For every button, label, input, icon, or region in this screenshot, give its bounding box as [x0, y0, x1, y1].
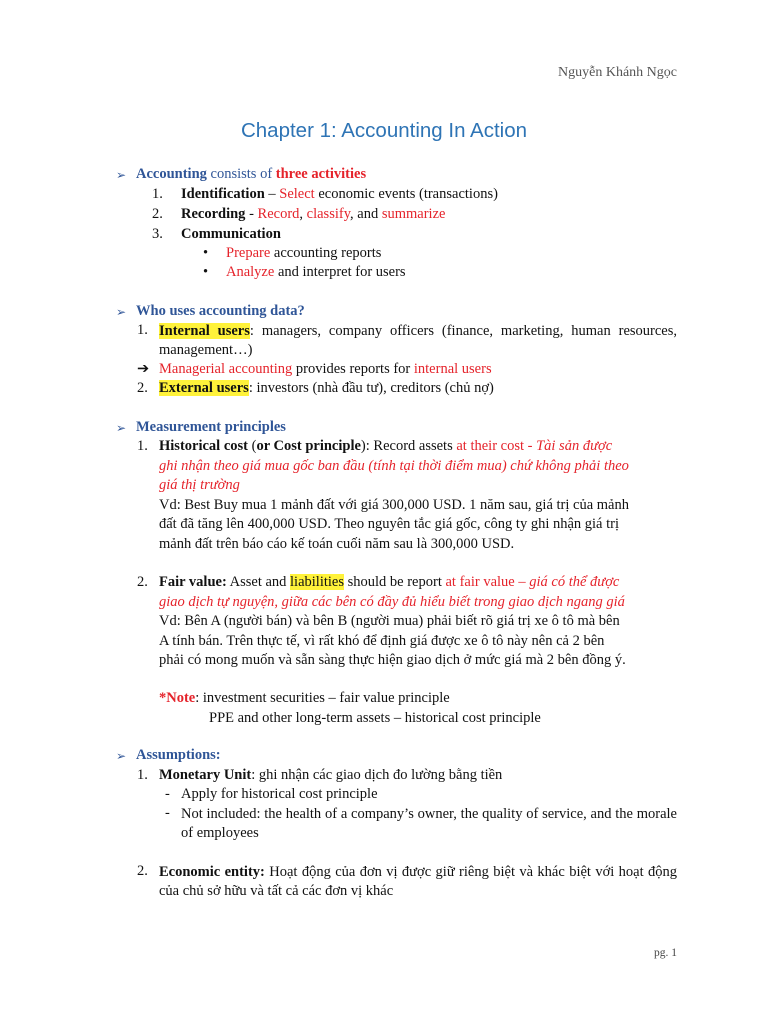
- principle-label: Historical cost: [159, 438, 248, 454]
- activity-item: [152, 186, 163, 203]
- highlight-red: at their cost -: [456, 438, 533, 454]
- example-text: Vd: Best Buy mua 1 mảnh đất với giá 300,000 USD. 1 năm sau, giá trị của mảnh: [159, 497, 629, 513]
- item-number: 2.: [152, 206, 163, 222]
- bullet-mark: •: [203, 264, 209, 280]
- separator: –: [264, 186, 280, 202]
- arrow-bullet-icon: ➢: [116, 305, 127, 319]
- fair-value-line: [159, 574, 619, 591]
- vietnamese-explanation: giá có thể được: [529, 574, 620, 590]
- dash-mark: -: [165, 786, 170, 802]
- line-text: : ghi nhận các giao dịch đo lường bằng tiền: [251, 767, 503, 783]
- external-users-item: [159, 380, 494, 397]
- bullet-text: and interpret for users: [274, 264, 406, 280]
- arrow-bullet-icon: ➢: [116, 168, 127, 182]
- dash-item-text: Not included: the health of a company’s owner, the quality of service, and the morale of employees: [181, 806, 677, 842]
- arrow-bullet-icon: ➢: [116, 749, 127, 763]
- line-text: (: [248, 438, 257, 454]
- chapter-title: Chapter 1: Accounting In Action: [240, 119, 528, 142]
- note-line: [159, 690, 450, 707]
- principle-label: or Cost principle: [256, 438, 361, 454]
- separator: –: [514, 574, 530, 590]
- bullet-mark: •: [203, 245, 209, 261]
- separator: -: [245, 206, 258, 222]
- bullet-analyze: [226, 264, 406, 281]
- line-text: should be report: [344, 574, 446, 590]
- internal-users-item: [159, 322, 677, 360]
- item-number: 3.: [152, 226, 163, 242]
- arrow-bullet-icon: ➢: [116, 421, 127, 435]
- example-text: phải có mong muốn và sẵn sàng thực hiện giao dịch ở mức giá mà 2 bên đồng ý.: [159, 652, 626, 668]
- three-activities-text: three activities: [275, 166, 367, 182]
- highlight-red: Managerial accounting: [159, 361, 293, 377]
- economic-entity-item: [159, 863, 677, 901]
- assumption-label: Economic entity:: [159, 864, 265, 880]
- highlight-red: Select: [279, 186, 315, 202]
- internal-users-text: : managers, company officers (finance, marketing, human resources, management…): [159, 323, 677, 359]
- highlight-red: Prepare: [226, 245, 271, 261]
- item-number: 1.: [137, 767, 148, 783]
- item-number: 2.: [137, 863, 148, 879]
- highlight-red: summarize: [381, 206, 446, 222]
- activity-item: [152, 226, 163, 243]
- vietnamese-explanation: giao dịch tự nguyện, giữa các bên có đầy đủ hiểu biết trong giao dịch ngang giá: [159, 594, 625, 610]
- item-number: 1.: [152, 186, 163, 202]
- item-number: 2.: [137, 574, 148, 590]
- highlight-red: Analyze: [226, 264, 275, 280]
- section-measurement-heading: Measurement principles: [136, 419, 286, 435]
- principle-label: Fair value:: [159, 574, 227, 590]
- activity-item: [152, 206, 163, 223]
- item-label: Recording: [181, 206, 246, 222]
- item-number: 1.: [137, 322, 148, 338]
- highlight-red: internal users: [413, 361, 492, 377]
- bullet-prepare: [226, 245, 381, 262]
- activity-recording: [181, 206, 445, 223]
- example-text: A tính bán. Trên thực tế, vì rất khó để định giá được xe ô tô này nên cả 2 bên: [159, 633, 605, 649]
- section-accounting-heading: [136, 166, 366, 183]
- managerial-accounting-line: [159, 361, 492, 378]
- vietnamese-explanation: Tài sản được: [532, 438, 613, 454]
- separator: ,: [299, 206, 307, 222]
- assumption-label: Monetary Unit: [159, 767, 252, 783]
- dash-item-text: Apply for historical cost principle: [181, 786, 378, 802]
- item-label: Communication: [181, 226, 281, 242]
- external-users-label: External users: [159, 380, 249, 396]
- activity-communication: [181, 226, 281, 243]
- example-text: mảnh đất trên báo cáo kế toán cuối năm sau là 300,000 USD.: [159, 536, 515, 552]
- section-assumptions-heading: Assumptions:: [136, 747, 221, 763]
- separator: , and: [350, 206, 382, 222]
- note-label: *Note: [159, 690, 196, 706]
- example-text: đất đã tăng lên 400,000 USD. Theo nguyên tắc giá gốc, công ty ghi nhận giá trị: [159, 516, 620, 532]
- internal-users-label: Internal users: [159, 323, 250, 339]
- page-number: pg. 1: [654, 947, 677, 959]
- accounting-term: Accounting: [136, 166, 207, 182]
- highlight-red: classify: [306, 206, 351, 222]
- activity-identification: [181, 186, 498, 203]
- line-text: Hoạt động của đơn vị được giữ riêng biệt và khác biệt với hoạt động của chủ sở hữu và tất cả các đơn vị khác: [159, 864, 677, 900]
- note-text: PPE and other long-term assets – historical cost principle: [209, 710, 541, 726]
- bullet-text: accounting reports: [270, 245, 382, 261]
- note-text: : investment securities – fair value principle: [195, 690, 450, 706]
- historical-cost-line: [159, 438, 612, 455]
- line-text: Asset and: [226, 574, 291, 590]
- highlight-red: at fair value: [445, 574, 515, 590]
- dash-mark: -: [165, 805, 170, 821]
- monetary-unit-line: [159, 767, 502, 784]
- author-name: Nguyễn Khánh Ngọc: [558, 65, 677, 80]
- external-users-text: : investors (nhà đầu tư), creditors (chủ nợ): [248, 380, 494, 396]
- example-text: Vd: Bên A (người bán) và bên B (người mua) phải biết rõ giá trị xe ô tô mà bên: [159, 613, 620, 629]
- item-label: Identification: [181, 186, 265, 202]
- highlight-red: Record: [257, 206, 300, 222]
- liabilities-highlight: liabilities: [290, 574, 344, 590]
- vietnamese-explanation: ghi nhận theo giá mua gốc ban đầu (tính tại thời điểm mua) chứ không phải theo: [159, 458, 629, 474]
- vietnamese-explanation: giá thị trường: [159, 477, 240, 493]
- section-users-heading: Who uses accounting data?: [136, 303, 305, 319]
- item-number: 2.: [137, 380, 148, 396]
- item-text: economic events (transactions): [314, 186, 498, 202]
- arrow-right-icon: ➔: [137, 361, 150, 377]
- item-number: 1.: [137, 438, 148, 454]
- line-text: ): Record assets: [360, 438, 457, 454]
- heading-text: consists of: [206, 166, 276, 182]
- line-text: provides reports for: [292, 361, 414, 377]
